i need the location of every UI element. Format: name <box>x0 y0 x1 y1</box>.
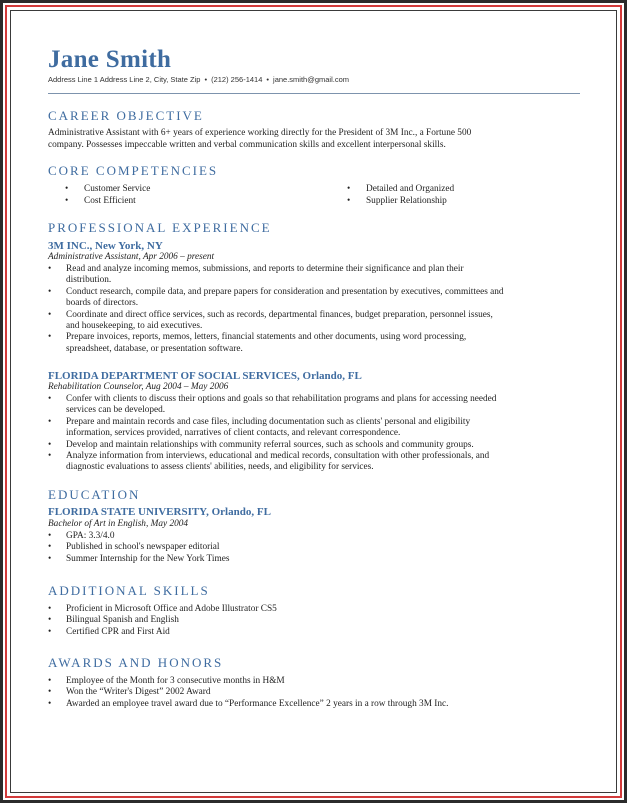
separator: • <box>204 75 208 84</box>
bullet-line: Read and analyze incoming memos, submissions, and reports to determine their significance and plan their <box>66 264 464 274</box>
competency-item: • Customer Service <box>65 184 151 194</box>
separator: • <box>266 75 270 84</box>
list-item: • Employee of the Month for 3 consecutive months in H&M <box>48 676 580 687</box>
bullet-line: Confer with clients to discuss their options and goals so that rehabilitation programs and plans for accessing needed <box>66 394 497 404</box>
job-duties-list <box>48 394 580 474</box>
bullet-line: spreadsheet, database, or presentation software. <box>66 343 243 354</box>
resume-header <box>48 46 588 84</box>
list-item: • Awarded an employee travel award due to “Performance Excellence” 2 years in a row through 3M Inc. <box>48 699 580 710</box>
awards-list <box>48 676 580 710</box>
list-item <box>48 394 580 417</box>
competency-item: • Detailed and Organized <box>347 184 455 194</box>
candidate-name: Jane Smith <box>48 46 172 73</box>
section-title-core-competencies: CORE COMPETENCIES <box>48 163 219 178</box>
list-item: • Summer Internship for the New York Times <box>48 554 580 565</box>
bullet-line: boards of directors. <box>66 298 139 309</box>
list-item <box>48 287 580 310</box>
competency-label: Supplier Relationship <box>366 196 447 206</box>
list-item <box>48 451 580 474</box>
job-organization: FLORIDA DEPARTMENT OF SOCIAL SERVICES, Orlando, FL <box>48 370 362 382</box>
bullet-line: services can be developed. <box>66 405 166 416</box>
bullet-line: distribution. <box>66 275 112 286</box>
school-name: FLORIDA STATE UNIVERSITY, Orlando, FL <box>48 506 271 518</box>
bullet-line: diagnostic evaluations to assess clients' abilities, needs, and eligibility for services. <box>66 462 374 473</box>
job-role: Rehabilitation Counselor, Aug 2004 – May 2006 <box>48 382 229 392</box>
skills-list <box>48 604 580 638</box>
bullet-line: information, services provided, narratives of client contacts, and relevant correspondence. <box>66 428 401 439</box>
bullet-line: Develop and maintain relationships with community referral sources, such as schools and community groups. <box>66 439 474 450</box>
header-divider <box>48 93 580 94</box>
bullet-line: Conduct research, compile data, and prepare papers for consideration and presentation by executives, committees and <box>66 286 504 297</box>
bullet-line: Coordinate and direct office services, such as records, departmental finances, budget preparation, personnel issues, <box>66 309 493 320</box>
competency-label: Cost Efficient <box>84 196 136 206</box>
bullet-line: and housekeeping, to aid executives. <box>66 321 203 332</box>
bullet-line: Prepare invoices, reports, memos, letters, financial statements and other documents, using word processing, <box>66 332 467 343</box>
email: jane.smith@gmail.com <box>273 75 350 84</box>
list-item: • Published in school's newspaper editorial <box>48 542 580 553</box>
competency-label: Customer Service <box>84 184 151 194</box>
list-item <box>48 417 580 440</box>
list-item <box>48 440 580 451</box>
list-item <box>48 264 580 287</box>
bullet-line: Analyze information from interviews, educational and medical records, consultation with other professionals, and <box>66 451 490 462</box>
job-role: Administrative Assistant, Apr 2006 – present <box>48 252 215 262</box>
list-item <box>48 332 580 355</box>
contact-line <box>48 75 588 84</box>
objective-line: Administrative Assistant with 6+ years of experience working directly for the President of 3M Inc., a Fortune 500 <box>48 128 472 138</box>
bullet-line: Prepare and maintain records and case files, including documentation such as clients' personal and eligibility <box>66 416 471 427</box>
job-organization: 3M INC., New York, NY <box>48 240 163 252</box>
list-item: • Won the “Writer's Digest” 2002 Award <box>48 687 580 698</box>
objective-line: company. Possesses impeccable written and verbal communication skills and excellent interpersonal skills. <box>48 140 446 150</box>
list-item: • GPA: 3.3/4.0 <box>48 531 580 542</box>
list-item: • Bilingual Spanish and English <box>48 615 580 626</box>
competency-item: • Cost Efficient <box>65 196 136 206</box>
list-item <box>48 310 580 333</box>
section-title-awards-and-honors: AWARDS AND HONORS <box>48 655 224 670</box>
degree: Bachelor of Art in English, May 2004 <box>48 519 189 529</box>
competency-label: Detailed and Organized <box>366 184 455 194</box>
section-title-career-objective: CAREER OBJECTIVE <box>48 108 204 123</box>
education-list <box>48 531 580 565</box>
job-duties-list <box>48 264 580 355</box>
section-title-education: EDUCATION <box>48 487 141 502</box>
competency-item: • Supplier Relationship <box>347 196 447 206</box>
list-item: • Proficient in Microsoft Office and Adobe Illustrator CS5 <box>48 604 580 615</box>
phone: (212) 256-1414 <box>211 75 263 84</box>
section-title-professional-experience: PROFESSIONAL EXPERIENCE <box>48 220 272 235</box>
career-objective-text <box>48 127 578 151</box>
list-item: • Certified CPR and First Aid <box>48 627 580 638</box>
section-title-additional-skills: ADDITIONAL SKILLS <box>48 583 210 598</box>
address: Address Line 1 Address Line 2, City, State Zip <box>48 75 201 84</box>
